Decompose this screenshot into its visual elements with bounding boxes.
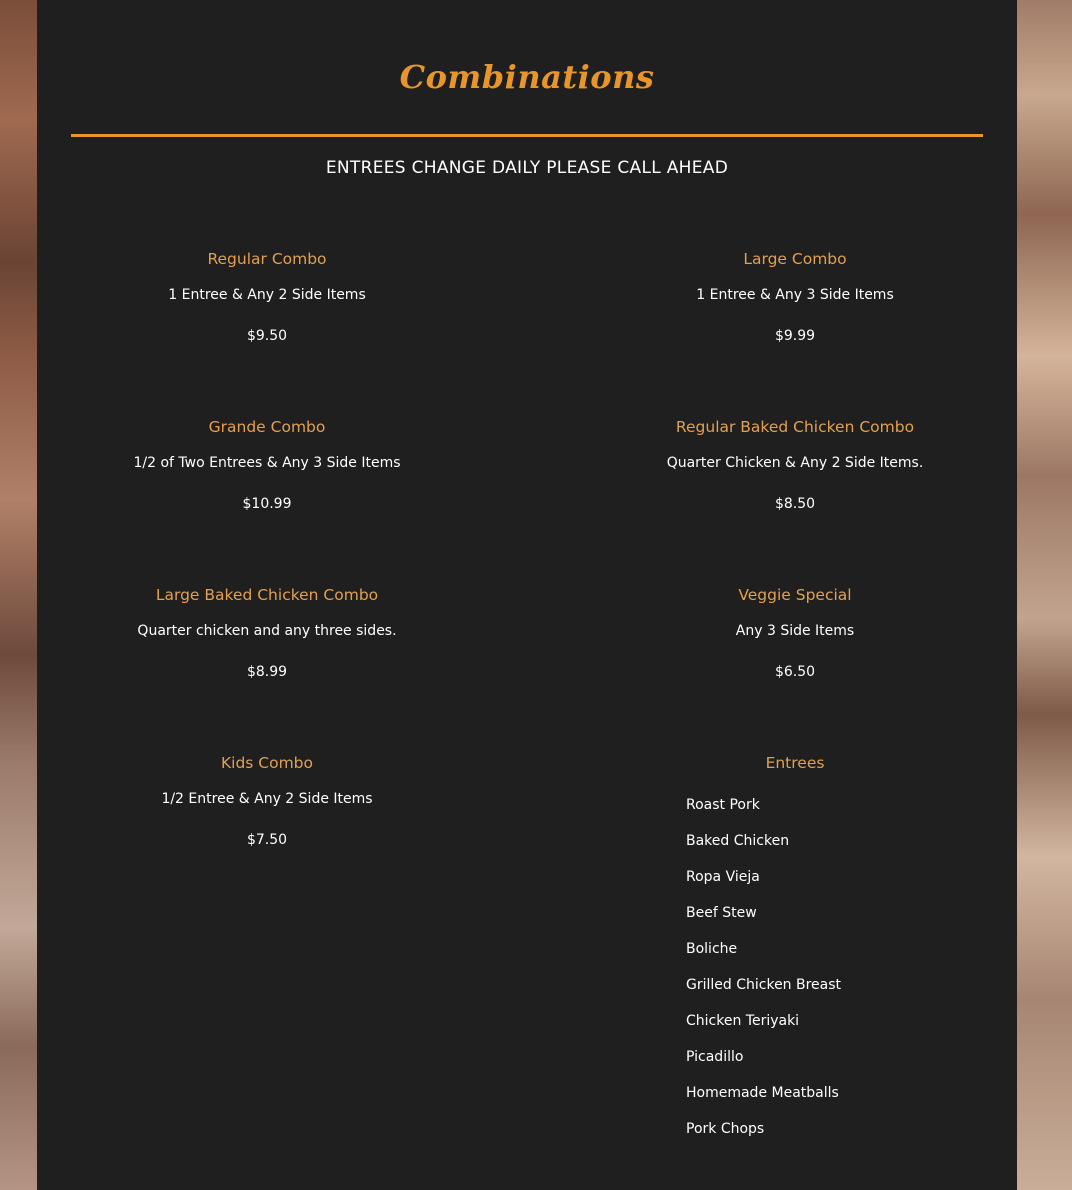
list-item: Chicken Teriyaki xyxy=(686,1013,800,1029)
combo-name: Grande Combo xyxy=(208,418,326,436)
combo-item xyxy=(565,585,1025,682)
combo-price: $10.99 xyxy=(242,496,292,512)
combo-item xyxy=(565,249,1025,346)
combo-description: 1/2 of Two Entrees & Any 3 Side Items xyxy=(133,455,401,471)
list-item: Boliche xyxy=(686,941,738,957)
list-item: Roast Pork xyxy=(686,797,760,813)
combo-description: Quarter chicken and any three sides. xyxy=(137,623,397,639)
notice-text: ENTREES CHANGE DAILY PLEASE CALL AHEAD xyxy=(325,158,729,178)
combo-price: $7.50 xyxy=(246,832,288,848)
list-item: Homemade Meatballs xyxy=(686,1085,839,1101)
combo-name: Regular Combo xyxy=(207,250,327,268)
combo-description: 1/2 Entree & Any 2 Side Items xyxy=(161,791,373,807)
list-item: Picadillo xyxy=(686,1049,744,1065)
list-item: Beef Stew xyxy=(686,905,757,921)
combo-item xyxy=(37,417,497,514)
combo-price: $8.99 xyxy=(246,664,288,680)
combo-name: Regular Baked Chicken Combo xyxy=(675,418,915,436)
page-title: Combinations xyxy=(399,58,655,96)
combo-item xyxy=(37,585,497,682)
combo-name: Large Baked Chicken Combo xyxy=(155,586,379,604)
list-item: Grilled Chicken Breast xyxy=(686,977,842,993)
combo-description: 1 Entree & Any 2 Side Items xyxy=(168,287,366,303)
menu-panel xyxy=(37,0,1017,1190)
combo-item xyxy=(565,417,1025,514)
title-divider xyxy=(71,134,983,137)
combo-name: Veggie Special xyxy=(738,586,852,604)
background-photo-right xyxy=(1017,0,1072,1190)
combo-price: $9.50 xyxy=(246,328,288,344)
entree-list xyxy=(686,794,841,1154)
combo-price: $8.50 xyxy=(774,496,816,512)
entrees-heading: Entrees xyxy=(765,754,825,772)
list-item: Pork Chops xyxy=(686,1121,765,1137)
combo-name: Kids Combo xyxy=(220,754,314,772)
background-photo-left xyxy=(0,0,37,1190)
combo-item xyxy=(37,249,497,346)
combo-item xyxy=(37,753,497,850)
list-item: Ropa Vieja xyxy=(686,869,760,885)
combo-price: $6.50 xyxy=(774,664,816,680)
list-item: Baked Chicken xyxy=(686,833,790,849)
combo-description: 1 Entree & Any 3 Side Items xyxy=(696,287,894,303)
combo-name: Large Combo xyxy=(743,250,847,268)
combo-price: $9.99 xyxy=(774,328,816,344)
combo-description: Any 3 Side Items xyxy=(735,623,855,639)
combo-description: Quarter Chicken & Any 2 Side Items. xyxy=(666,455,924,471)
